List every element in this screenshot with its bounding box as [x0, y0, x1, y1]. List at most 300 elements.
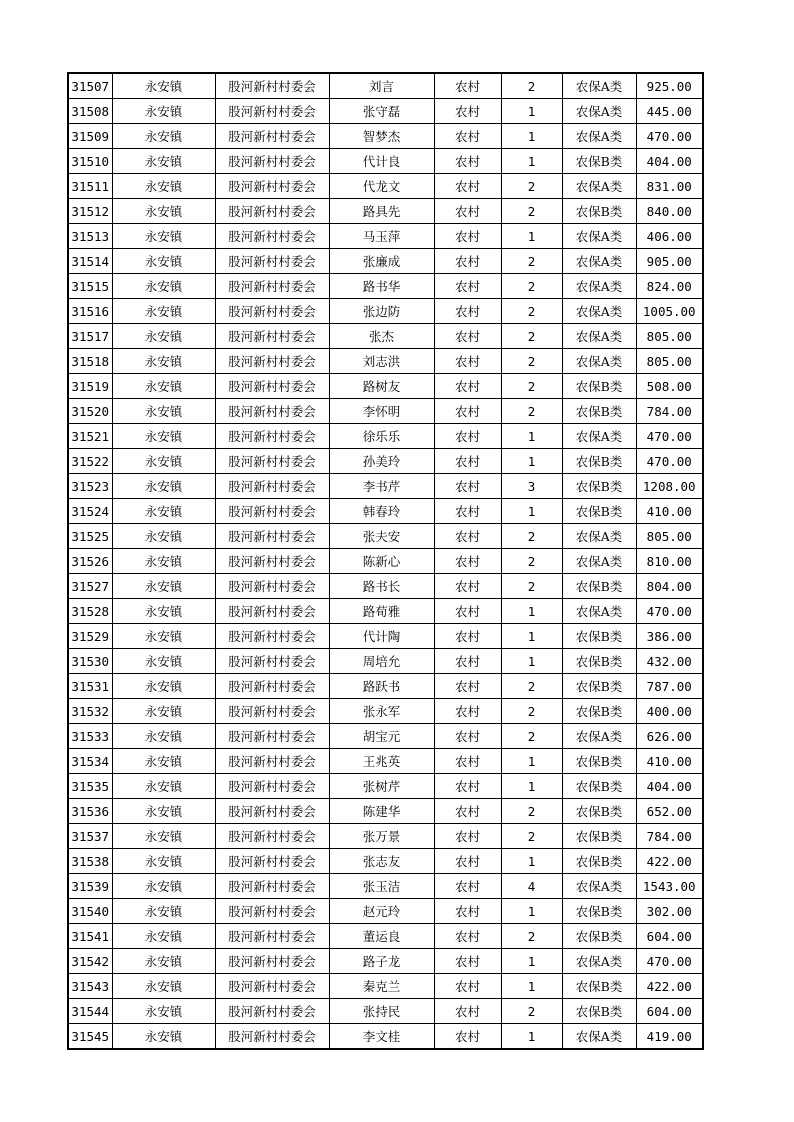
- table-row: [68, 324, 703, 349]
- town-cell: 永安镇: [112, 574, 215, 599]
- town-cell: 永安镇: [112, 424, 215, 449]
- amount-cell: 784.00: [636, 399, 703, 424]
- town-cell: 永安镇: [112, 99, 215, 124]
- insurance-category-cell: 农保A类: [562, 599, 636, 624]
- household-count-cell: 2: [501, 199, 562, 224]
- table-row: [68, 574, 703, 599]
- person-name-cell: 李文桂: [329, 1024, 434, 1050]
- table-row: [68, 824, 703, 849]
- insurance-category-cell: 农保B类: [562, 774, 636, 799]
- table-row: [68, 649, 703, 674]
- table-row: [68, 724, 703, 749]
- person-name-cell: 陈建华: [329, 799, 434, 824]
- village-committee-cell: 股河新村村委会: [215, 224, 329, 249]
- town-cell: 永安镇: [112, 999, 215, 1024]
- area-type-cell: 农村: [434, 899, 501, 924]
- town-cell: 永安镇: [112, 324, 215, 349]
- amount-cell: 422.00: [636, 849, 703, 874]
- area-type-cell: 农村: [434, 199, 501, 224]
- insurance-category-cell: 农保A类: [562, 124, 636, 149]
- area-type-cell: 农村: [434, 99, 501, 124]
- household-count-cell: 3: [501, 474, 562, 499]
- table-row: [68, 924, 703, 949]
- town-cell: 永安镇: [112, 1024, 215, 1050]
- amount-cell: 805.00: [636, 324, 703, 349]
- table-row: [68, 949, 703, 974]
- area-type-cell: 农村: [434, 574, 501, 599]
- record-id-cell: 31537: [68, 824, 112, 849]
- town-cell: 永安镇: [112, 974, 215, 999]
- table-row: [68, 499, 703, 524]
- amount-cell: 400.00: [636, 699, 703, 724]
- area-type-cell: 农村: [434, 874, 501, 899]
- record-id-cell: 31528: [68, 599, 112, 624]
- amount-cell: 805.00: [636, 349, 703, 374]
- area-type-cell: 农村: [434, 599, 501, 624]
- record-id-cell: 31541: [68, 924, 112, 949]
- record-id-cell: 31521: [68, 424, 112, 449]
- village-committee-cell: 股河新村村委会: [215, 524, 329, 549]
- household-count-cell: 2: [501, 799, 562, 824]
- record-id-cell: 31523: [68, 474, 112, 499]
- person-name-cell: 张志友: [329, 849, 434, 874]
- village-committee-cell: 股河新村村委会: [215, 124, 329, 149]
- town-cell: 永安镇: [112, 524, 215, 549]
- town-cell: 永安镇: [112, 399, 215, 424]
- person-name-cell: 张廉成: [329, 249, 434, 274]
- record-id-cell: 31536: [68, 799, 112, 824]
- table-row: [68, 624, 703, 649]
- table-row: [68, 99, 703, 124]
- area-type-cell: 农村: [434, 749, 501, 774]
- table-row: [68, 249, 703, 274]
- person-name-cell: 李怀明: [329, 399, 434, 424]
- insurance-category-cell: 农保B类: [562, 199, 636, 224]
- amount-cell: 824.00: [636, 274, 703, 299]
- table-row: [68, 599, 703, 624]
- household-count-cell: 2: [501, 274, 562, 299]
- village-committee-cell: 股河新村村委会: [215, 674, 329, 699]
- record-id-cell: 31545: [68, 1024, 112, 1050]
- insurance-category-cell: 农保B类: [562, 449, 636, 474]
- village-committee-cell: 股河新村村委会: [215, 724, 329, 749]
- record-id-cell: 31510: [68, 149, 112, 174]
- amount-cell: 905.00: [636, 249, 703, 274]
- amount-cell: 419.00: [636, 1024, 703, 1050]
- table-row: [68, 424, 703, 449]
- area-type-cell: 农村: [434, 474, 501, 499]
- insurance-category-cell: 农保B类: [562, 499, 636, 524]
- town-cell: 永安镇: [112, 73, 215, 99]
- household-count-cell: 2: [501, 724, 562, 749]
- amount-cell: 432.00: [636, 649, 703, 674]
- household-count-cell: 2: [501, 549, 562, 574]
- table-row: [68, 874, 703, 899]
- table-row: [68, 374, 703, 399]
- insurance-category-cell: 农保B类: [562, 974, 636, 999]
- table-row: [68, 174, 703, 199]
- person-name-cell: 董运良: [329, 924, 434, 949]
- table-row: [68, 1024, 703, 1050]
- record-id-cell: 31527: [68, 574, 112, 599]
- person-name-cell: 路具先: [329, 199, 434, 224]
- household-count-cell: 2: [501, 399, 562, 424]
- town-cell: 永安镇: [112, 149, 215, 174]
- insurance-category-cell: 农保B类: [562, 699, 636, 724]
- record-id-cell: 31530: [68, 649, 112, 674]
- town-cell: 永安镇: [112, 124, 215, 149]
- amount-cell: 1208.00: [636, 474, 703, 499]
- table-row: [68, 674, 703, 699]
- village-committee-cell: 股河新村村委会: [215, 1024, 329, 1050]
- person-name-cell: 路书长: [329, 574, 434, 599]
- town-cell: 永安镇: [112, 274, 215, 299]
- area-type-cell: 农村: [434, 299, 501, 324]
- insurance-category-cell: 农保B类: [562, 849, 636, 874]
- village-committee-cell: 股河新村村委会: [215, 774, 329, 799]
- insurance-category-cell: 农保A类: [562, 73, 636, 99]
- amount-cell: 626.00: [636, 724, 703, 749]
- village-committee-cell: 股河新村村委会: [215, 499, 329, 524]
- household-count-cell: 2: [501, 299, 562, 324]
- area-type-cell: 农村: [434, 524, 501, 549]
- town-cell: 永安镇: [112, 549, 215, 574]
- household-count-cell: 2: [501, 574, 562, 599]
- table-row: [68, 224, 703, 249]
- household-count-cell: 1: [501, 449, 562, 474]
- person-name-cell: 赵元玲: [329, 899, 434, 924]
- household-count-cell: 1: [501, 949, 562, 974]
- record-id-cell: 31525: [68, 524, 112, 549]
- insurance-category-cell: 农保A类: [562, 424, 636, 449]
- household-count-cell: 2: [501, 349, 562, 374]
- household-count-cell: 1: [501, 774, 562, 799]
- amount-cell: 831.00: [636, 174, 703, 199]
- area-type-cell: 农村: [434, 349, 501, 374]
- area-type-cell: 农村: [434, 274, 501, 299]
- household-count-cell: 2: [501, 73, 562, 99]
- amount-cell: 805.00: [636, 524, 703, 549]
- town-cell: 永安镇: [112, 474, 215, 499]
- area-type-cell: 农村: [434, 824, 501, 849]
- person-name-cell: 代计陶: [329, 624, 434, 649]
- record-id-cell: 31511: [68, 174, 112, 199]
- town-cell: 永安镇: [112, 349, 215, 374]
- record-id-cell: 31524: [68, 499, 112, 524]
- insurance-category-cell: 农保A类: [562, 724, 636, 749]
- record-id-cell: 31522: [68, 449, 112, 474]
- table-row: [68, 73, 703, 99]
- insurance-category-cell: 农保B类: [562, 574, 636, 599]
- household-count-cell: 4: [501, 874, 562, 899]
- area-type-cell: 农村: [434, 124, 501, 149]
- town-cell: 永安镇: [112, 824, 215, 849]
- area-type-cell: 农村: [434, 149, 501, 174]
- person-name-cell: 路书华: [329, 274, 434, 299]
- insurance-category-cell: 农保A类: [562, 349, 636, 374]
- insurance-category-cell: 农保B类: [562, 374, 636, 399]
- record-id-cell: 31508: [68, 99, 112, 124]
- record-id-cell: 31513: [68, 224, 112, 249]
- town-cell: 永安镇: [112, 924, 215, 949]
- amount-cell: 604.00: [636, 924, 703, 949]
- amount-cell: 784.00: [636, 824, 703, 849]
- area-type-cell: 农村: [434, 999, 501, 1024]
- person-name-cell: 张边防: [329, 299, 434, 324]
- area-type-cell: 农村: [434, 799, 501, 824]
- village-committee-cell: 股河新村村委会: [215, 574, 329, 599]
- amount-cell: 787.00: [636, 674, 703, 699]
- area-type-cell: 农村: [434, 724, 501, 749]
- household-count-cell: 2: [501, 674, 562, 699]
- person-name-cell: 刘言: [329, 73, 434, 99]
- town-cell: 永安镇: [112, 699, 215, 724]
- household-count-cell: 2: [501, 174, 562, 199]
- amount-cell: 386.00: [636, 624, 703, 649]
- table-row: [68, 549, 703, 574]
- area-type-cell: 农村: [434, 324, 501, 349]
- person-name-cell: 张万景: [329, 824, 434, 849]
- town-cell: 永安镇: [112, 174, 215, 199]
- person-name-cell: 张永军: [329, 699, 434, 724]
- area-type-cell: 农村: [434, 624, 501, 649]
- table-row: [68, 749, 703, 774]
- village-committee-cell: 股河新村村委会: [215, 824, 329, 849]
- insurance-category-cell: 农保B类: [562, 649, 636, 674]
- person-name-cell: 路子龙: [329, 949, 434, 974]
- person-name-cell: 徐乐乐: [329, 424, 434, 449]
- record-id-cell: 31531: [68, 674, 112, 699]
- record-id-cell: 31517: [68, 324, 112, 349]
- person-name-cell: 刘志洪: [329, 349, 434, 374]
- record-id-cell: 31542: [68, 949, 112, 974]
- amount-cell: 508.00: [636, 374, 703, 399]
- household-count-cell: 1: [501, 599, 562, 624]
- area-type-cell: 农村: [434, 424, 501, 449]
- amount-cell: 470.00: [636, 449, 703, 474]
- record-id-cell: 31544: [68, 999, 112, 1024]
- household-count-cell: 2: [501, 824, 562, 849]
- village-committee-cell: 股河新村村委会: [215, 174, 329, 199]
- village-committee-cell: 股河新村村委会: [215, 474, 329, 499]
- person-name-cell: 代龙文: [329, 174, 434, 199]
- village-committee-cell: 股河新村村委会: [215, 249, 329, 274]
- table-row: [68, 699, 703, 724]
- record-id-cell: 31534: [68, 749, 112, 774]
- amount-cell: 470.00: [636, 599, 703, 624]
- area-type-cell: 农村: [434, 449, 501, 474]
- household-count-cell: 2: [501, 524, 562, 549]
- record-id-cell: 31516: [68, 299, 112, 324]
- village-committee-cell: 股河新村村委会: [215, 599, 329, 624]
- person-name-cell: 陈新心: [329, 549, 434, 574]
- record-id-cell: 31514: [68, 249, 112, 274]
- village-committee-cell: 股河新村村委会: [215, 149, 329, 174]
- record-id-cell: 31515: [68, 274, 112, 299]
- person-name-cell: 胡宝元: [329, 724, 434, 749]
- household-count-cell: 2: [501, 999, 562, 1024]
- town-cell: 永安镇: [112, 899, 215, 924]
- insurance-category-cell: 农保B类: [562, 799, 636, 824]
- table-row: [68, 274, 703, 299]
- insurance-category-cell: 农保A类: [562, 549, 636, 574]
- village-committee-cell: 股河新村村委会: [215, 449, 329, 474]
- village-committee-cell: 股河新村村委会: [215, 699, 329, 724]
- village-committee-cell: 股河新村村委会: [215, 399, 329, 424]
- household-count-cell: 1: [501, 749, 562, 774]
- area-type-cell: 农村: [434, 1024, 501, 1050]
- town-cell: 永安镇: [112, 299, 215, 324]
- insurance-category-cell: 农保B类: [562, 399, 636, 424]
- area-type-cell: 农村: [434, 224, 501, 249]
- amount-cell: 410.00: [636, 499, 703, 524]
- record-id-cell: 31509: [68, 124, 112, 149]
- household-count-cell: 2: [501, 699, 562, 724]
- village-committee-cell: 股河新村村委会: [215, 324, 329, 349]
- amount-cell: 810.00: [636, 549, 703, 574]
- person-name-cell: 周培允: [329, 649, 434, 674]
- household-count-cell: 2: [501, 324, 562, 349]
- town-cell: 永安镇: [112, 949, 215, 974]
- town-cell: 永安镇: [112, 724, 215, 749]
- person-name-cell: 秦克兰: [329, 974, 434, 999]
- town-cell: 永安镇: [112, 849, 215, 874]
- amount-cell: 1005.00: [636, 299, 703, 324]
- record-id-cell: 31540: [68, 899, 112, 924]
- village-committee-cell: 股河新村村委会: [215, 749, 329, 774]
- town-cell: 永安镇: [112, 749, 215, 774]
- household-count-cell: 1: [501, 499, 562, 524]
- table-body: [68, 73, 703, 1049]
- record-id-cell: 31507: [68, 73, 112, 99]
- village-committee-cell: 股河新村村委会: [215, 799, 329, 824]
- person-name-cell: 王兆英: [329, 749, 434, 774]
- insurance-category-cell: 农保B类: [562, 999, 636, 1024]
- insurance-category-cell: 农保A类: [562, 174, 636, 199]
- table-row: [68, 524, 703, 549]
- amount-cell: 445.00: [636, 99, 703, 124]
- insurance-category-cell: 农保A类: [562, 324, 636, 349]
- record-id-cell: 31526: [68, 549, 112, 574]
- table-row: [68, 899, 703, 924]
- record-id-cell: 31518: [68, 349, 112, 374]
- household-count-cell: 1: [501, 99, 562, 124]
- person-name-cell: 孙美玲: [329, 449, 434, 474]
- insurance-category-cell: 农保B类: [562, 474, 636, 499]
- table-row: [68, 849, 703, 874]
- household-count-cell: 2: [501, 249, 562, 274]
- insurance-category-cell: 农保B类: [562, 924, 636, 949]
- record-id-cell: 31539: [68, 874, 112, 899]
- person-name-cell: 代计良: [329, 149, 434, 174]
- table-row: [68, 299, 703, 324]
- insurance-category-cell: 农保A类: [562, 99, 636, 124]
- person-name-cell: 路荀雅: [329, 599, 434, 624]
- village-committee-cell: 股河新村村委会: [215, 299, 329, 324]
- village-committee-cell: 股河新村村委会: [215, 349, 329, 374]
- table-row: [68, 974, 703, 999]
- insurance-category-cell: 农保B类: [562, 149, 636, 174]
- record-id-cell: 31535: [68, 774, 112, 799]
- area-type-cell: 农村: [434, 399, 501, 424]
- area-type-cell: 农村: [434, 174, 501, 199]
- town-cell: 永安镇: [112, 874, 215, 899]
- amount-cell: 410.00: [636, 749, 703, 774]
- person-name-cell: 马玉萍: [329, 224, 434, 249]
- insurance-category-cell: 农保A类: [562, 1024, 636, 1050]
- town-cell: 永安镇: [112, 649, 215, 674]
- person-name-cell: 张守磊: [329, 99, 434, 124]
- person-name-cell: 路树友: [329, 374, 434, 399]
- amount-cell: 404.00: [636, 149, 703, 174]
- household-count-cell: 1: [501, 974, 562, 999]
- area-type-cell: 农村: [434, 949, 501, 974]
- town-cell: 永安镇: [112, 599, 215, 624]
- amount-cell: 406.00: [636, 224, 703, 249]
- town-cell: 永安镇: [112, 224, 215, 249]
- amount-cell: 422.00: [636, 974, 703, 999]
- record-id-cell: 31533: [68, 724, 112, 749]
- table-row: [68, 474, 703, 499]
- person-name-cell: 韩春玲: [329, 499, 434, 524]
- village-committee-cell: 股河新村村委会: [215, 924, 329, 949]
- person-name-cell: 张夫安: [329, 524, 434, 549]
- insurance-category-cell: 农保A类: [562, 524, 636, 549]
- record-id-cell: 31512: [68, 199, 112, 224]
- subsidy-table: [67, 72, 704, 1050]
- town-cell: 永安镇: [112, 624, 215, 649]
- record-id-cell: 31520: [68, 399, 112, 424]
- record-id-cell: 31543: [68, 974, 112, 999]
- household-count-cell: 1: [501, 624, 562, 649]
- town-cell: 永安镇: [112, 499, 215, 524]
- person-name-cell: 路跃书: [329, 674, 434, 699]
- amount-cell: 604.00: [636, 999, 703, 1024]
- village-committee-cell: 股河新村村委会: [215, 99, 329, 124]
- village-committee-cell: 股河新村村委会: [215, 624, 329, 649]
- household-count-cell: 2: [501, 374, 562, 399]
- amount-cell: 470.00: [636, 949, 703, 974]
- table-row: [68, 449, 703, 474]
- household-count-cell: 1: [501, 1024, 562, 1050]
- town-cell: 永安镇: [112, 674, 215, 699]
- village-committee-cell: 股河新村村委会: [215, 199, 329, 224]
- household-count-cell: 1: [501, 124, 562, 149]
- amount-cell: 470.00: [636, 424, 703, 449]
- insurance-category-cell: 农保B类: [562, 749, 636, 774]
- village-committee-cell: 股河新村村委会: [215, 424, 329, 449]
- household-count-cell: 1: [501, 149, 562, 174]
- person-name-cell: 李书芹: [329, 474, 434, 499]
- insurance-category-cell: 农保A类: [562, 249, 636, 274]
- table-row: [68, 799, 703, 824]
- town-cell: 永安镇: [112, 799, 215, 824]
- area-type-cell: 农村: [434, 849, 501, 874]
- town-cell: 永安镇: [112, 449, 215, 474]
- person-name-cell: 张树芹: [329, 774, 434, 799]
- area-type-cell: 农村: [434, 499, 501, 524]
- amount-cell: 652.00: [636, 799, 703, 824]
- area-type-cell: 农村: [434, 924, 501, 949]
- amount-cell: 804.00: [636, 574, 703, 599]
- record-id-cell: 31538: [68, 849, 112, 874]
- area-type-cell: 农村: [434, 73, 501, 99]
- town-cell: 永安镇: [112, 199, 215, 224]
- amount-cell: 840.00: [636, 199, 703, 224]
- amount-cell: 302.00: [636, 899, 703, 924]
- record-id-cell: 31519: [68, 374, 112, 399]
- town-cell: 永安镇: [112, 249, 215, 274]
